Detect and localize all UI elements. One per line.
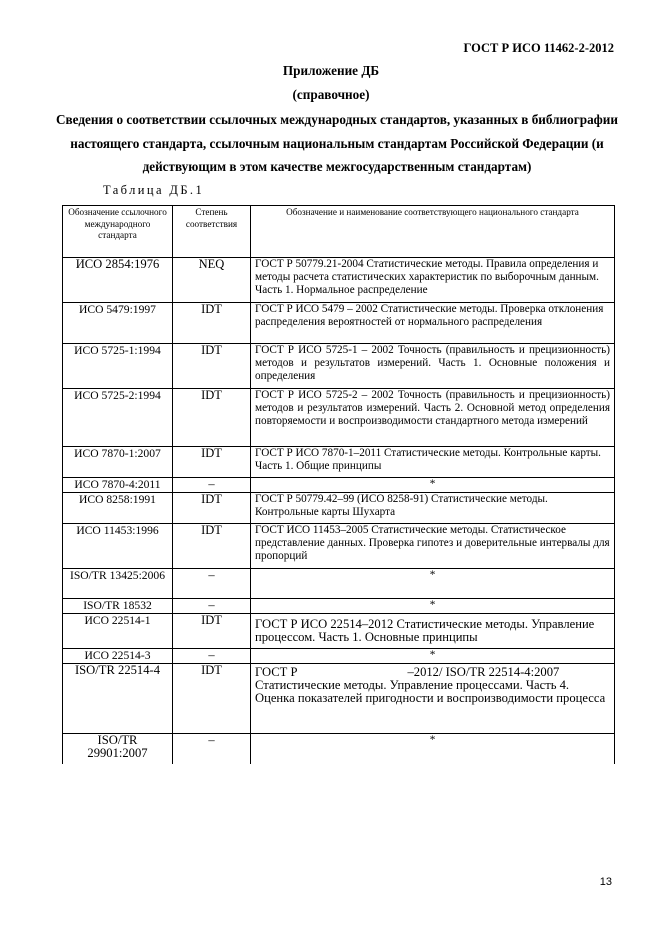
intl-standard-cell: ИСО 11453:1996 (63, 524, 173, 569)
national-standard-cell: * (251, 569, 615, 599)
national-standard-cell: ГОСТ Р 50779.21-2004 Статистические методы. Правила определения и методы расчета статистических характеристик по выборочным данным. Часть 1. Нормальное распределение (251, 258, 615, 303)
degree-cell: – (173, 649, 251, 664)
national-standard-cell: ГОСТ Р ИСО 5725-1 – 2002 Точность (правильность и прецизионность) методов и результатов измерений. Часть 1. Основные положения и определения (251, 344, 615, 389)
table-row (63, 303, 615, 344)
intl-standard-cell: ИСО 5725-1:1994 (63, 344, 173, 389)
appendix-subtitle: (справочное) (292, 87, 370, 102)
intl-standard-cell: ISO/TR 18532 (63, 599, 173, 614)
national-standard-cell: * (251, 478, 615, 493)
appendix-title: Приложение ДБ (282, 63, 380, 78)
degree-cell: IDT (173, 344, 251, 389)
degree-cell: – (173, 734, 251, 764)
intl-standard-cell: ИСО 22514-1 (63, 614, 173, 649)
table-row (63, 478, 615, 493)
appendix-description: Сведения о соответствии ссылочных международных стандартов, указанных в библиографии настоящего стандарта, ссылочным национальным стандартам Российской Федерации (и действующим в этом качестве межгосударственным стандартам) (56, 112, 618, 174)
degree-cell: NEQ (173, 258, 251, 303)
table-row (63, 599, 615, 614)
national-standard-cell: ГОСТ Р ИСО 5479 – 2002 Статистические методы. Проверка отклонения распределения вероятностей от нормального распределения (251, 303, 615, 344)
intl-standard-cell: ИСО 7870-1:2007 (63, 447, 173, 478)
table-row (63, 569, 615, 599)
national-code-suffix: –2012/ ISO/TR 22514-4:2007 (407, 665, 560, 679)
national-standard-cell: * (251, 734, 615, 764)
intl-standard-cell: ИСО 8258:1991 (63, 493, 173, 524)
document-code-header: ГОСТ Р ИСО 11462-2-2012 (463, 41, 614, 55)
intl-standard-cell: ИСО 7870-4:2011 (63, 478, 173, 493)
degree-cell: IDT (173, 664, 251, 734)
correspondence-table (62, 205, 615, 764)
table-row (63, 524, 615, 569)
degree-cell: IDT (173, 303, 251, 344)
intl-standard-cell: ISO/TR 13425:2006 (63, 569, 173, 599)
national-standard-cell: ГОСТ Р ИСО 22514–2012 Статистические методы. Управление процессом. Часть 1. Основные принципы (251, 614, 615, 649)
table-row (63, 734, 615, 764)
national-standard-cell: ГОСТ Р ИСО 7870-1–2011 Статистические методы. Контрольные карты. Часть 1. Общие принципы (251, 447, 615, 478)
table-caption: Таблица ДБ.1 (103, 183, 205, 197)
table-row (63, 493, 615, 524)
page-number: 13 (599, 876, 612, 888)
header-national-standard: Обозначение и наименование соответствующего национального стандарта (251, 206, 615, 258)
header-intl-standard: Обозначение ссылочного международного стандарта (63, 206, 173, 258)
national-standard-cell: ГОСТ ИСО 11453–2005 Статистические методы. Статистическое представление данных. Проверка гипотез и доверительные интервалы для пропорций (251, 524, 615, 569)
intl-standard-cell: ISO/TR 29901:2007 (63, 734, 173, 764)
degree-cell: – (173, 569, 251, 599)
intl-standard-cell: ISO/TR 22514-4 (63, 664, 173, 734)
degree-cell: IDT (173, 614, 251, 649)
table-row (63, 664, 615, 734)
intl-standard-cell: ИСО 22514-3 (63, 649, 173, 664)
table-row (63, 344, 615, 389)
intl-standard-cell: ИСО 5725-2:1994 (63, 389, 173, 447)
national-standard-cell: * (251, 599, 615, 614)
degree-cell: IDT (173, 524, 251, 569)
degree-cell: IDT (173, 447, 251, 478)
table-row (63, 649, 615, 664)
degree-cell: – (173, 478, 251, 493)
degree-cell: IDT (173, 493, 251, 524)
table-row (63, 389, 615, 447)
national-standard-cell: ГОСТ Р 50779.42–99 (ИСО 8258-91) Статистические методы. Контрольные карты Шухарта (251, 493, 615, 524)
national-standard-cell: * (251, 649, 615, 664)
table-row (63, 258, 615, 303)
header-degree: Степень соответствия (173, 206, 251, 258)
national-standard-cell: ГОСТ Р ИСО 5725-2 – 2002 Точность (правильность и прецизионность) методов и результатов измерений. Часть 2. Основной метод определения повторяемости и воспроизводимости стандартного метода измерений (251, 389, 615, 447)
national-title-text: Статистические методы. Управление процессами. Часть 4. Оценка показателей пригодности и воспроизводимости процесса (255, 678, 606, 705)
degree-cell: IDT (173, 389, 251, 447)
national-standard-cell (251, 664, 615, 734)
table-row (63, 447, 615, 478)
table-row (63, 614, 615, 649)
degree-cell: – (173, 599, 251, 614)
national-code-prefix: ГОСТ Р (255, 665, 298, 679)
intl-standard-cell: ИСО 2854:1976 (63, 258, 173, 303)
intl-standard-cell: ИСО 5479:1997 (63, 303, 173, 344)
table-header-row (63, 206, 615, 258)
